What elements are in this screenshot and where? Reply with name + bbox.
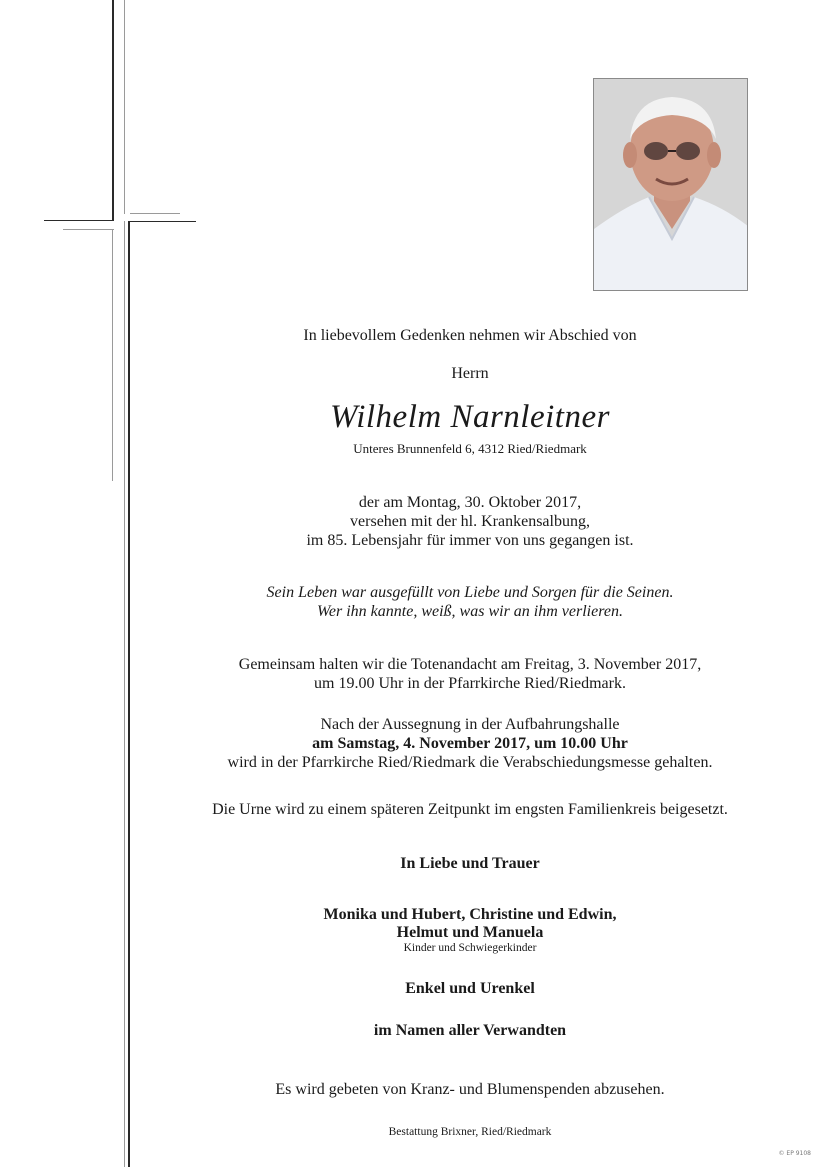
family-line-2: Helmut und Manuela (396, 924, 544, 941)
relatives-text: im Namen aller Verwandten (373, 1022, 567, 1039)
death-notice-line-3: im 85. Lebensjahr für immer von uns gegangen ist. (306, 532, 634, 549)
funeral-line-3: wird in der Pfarrkirche Ried/Riedmark die Verabschiedungsmesse gehalten. (227, 754, 713, 771)
document-code: © EP 9108 (778, 1150, 811, 1157)
undertaker: Bestattung Brixner, Ried/Riedmark (388, 1126, 552, 1138)
family-relation: Kinder und Schwiegerkinder (403, 942, 537, 954)
urn-text: Die Urne wird zu einem späteren Zeitpunkt im engsten Familienkreis beigesetzt. (212, 801, 728, 818)
deceased-address: Unteres Brunnenfeld 6, 4312 Ried/Riedmark (353, 441, 587, 456)
mourning-text: In Liebe und Trauer (400, 855, 540, 872)
cross-vertical-left (112, 0, 114, 220)
cross-vertical-left-lower (112, 229, 113, 481)
cross-horizontal-left-bottom (63, 229, 114, 230)
quote-line-2: Wer ihn kannte, weiß, was wir an ihm verlieren. (317, 603, 623, 620)
flower-request: Es wird gebeten von Kranz- und Blumenspenden abzusehen. (275, 1081, 665, 1098)
funeral-date: am Samstag, 4. November 2017, um 10.00 Uhr (312, 735, 628, 752)
funeral-line-1: Nach der Aussegnung in der Aufbahrungshalle (320, 716, 620, 733)
cross-vertical-right-inner (124, 221, 125, 1167)
death-notice-line-1: der am Montag, 30. Oktober 2017, (358, 494, 582, 511)
salutation: Herrn (451, 365, 489, 382)
grandchildren-text: Enkel und Urenkel (405, 980, 535, 997)
vigil-line-2: um 19.00 Uhr in der Pfarrkirche Ried/Riedmark. (314, 675, 626, 692)
family-line-1: Monika und Hubert, Christine und Edwin, (323, 906, 617, 923)
obituary-text (160, 0, 780, 1167)
quote-line-1: Sein Leben war ausgefüllt von Liebe und Sorgen für die Seinen. (266, 584, 674, 601)
intro-text: In liebevollem Gedenken nehmen wir Abschied von (303, 327, 637, 344)
vigil-line-1: Gemeinsam halten wir die Totenandacht am Freitag, 3. November 2017, (238, 656, 702, 673)
cross-horizontal-left-top (44, 220, 114, 221)
death-notice-line-2: versehen mit der hl. Krankensalbung, (350, 513, 590, 530)
cross-vertical-right (128, 221, 130, 1167)
cross-vertical-right-upper (124, 0, 125, 214)
deceased-name: Wilhelm Narnleitner (330, 399, 610, 435)
